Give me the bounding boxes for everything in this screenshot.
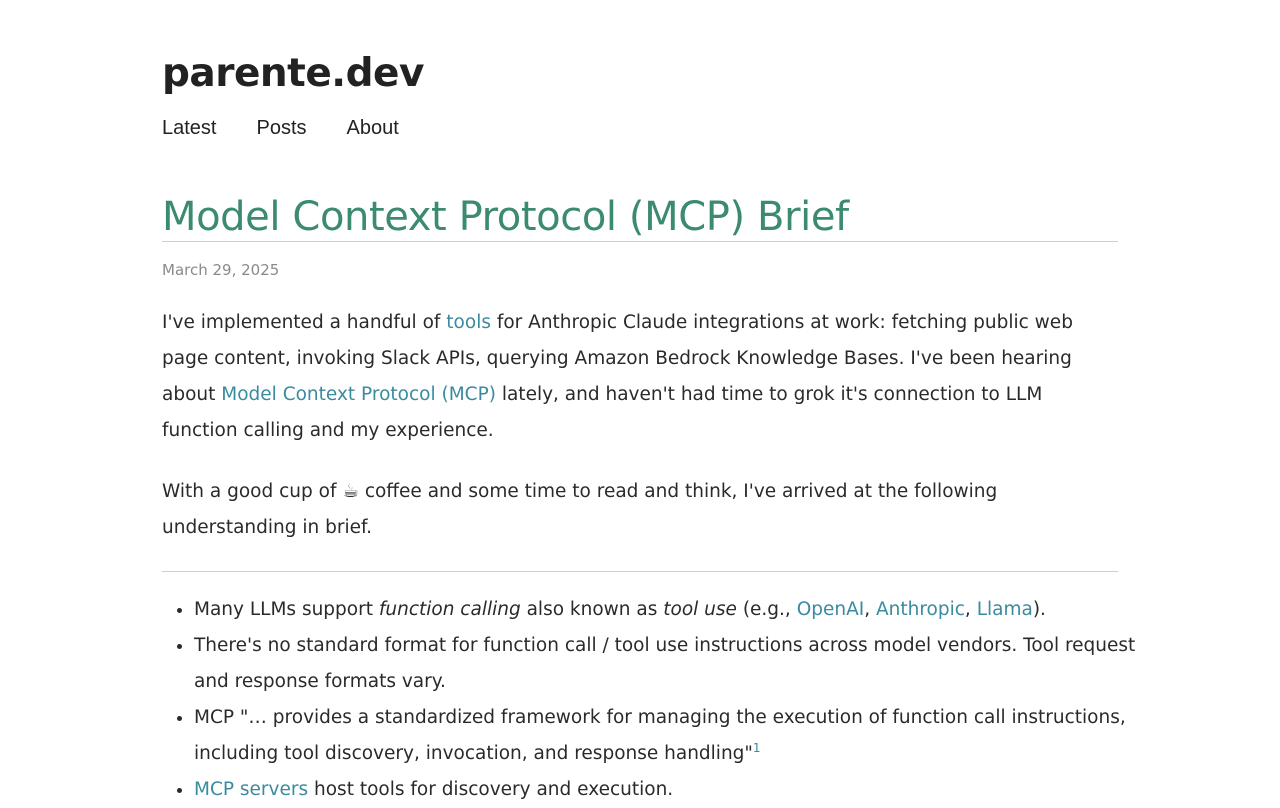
horizontal-rule (162, 571, 1118, 572)
llama-link[interactable]: Llama (976, 599, 1033, 620)
list-item (194, 628, 1150, 700)
mcp-servers-link[interactable]: MCP servers (194, 779, 309, 800)
site-title-link[interactable]: parente.dev (162, 51, 424, 96)
bullet-text: MCP "… provides a standardized framework for managing the execution of function call instructions, including tool discovery, invocation, and response handling" (194, 707, 1126, 764)
intro-paragraph (162, 305, 1118, 449)
list-item (194, 772, 1150, 808)
bullet-text: host tools for discovery and execution. (308, 779, 674, 800)
bullet-text: (e.g., (736, 599, 797, 620)
main-nav (162, 115, 399, 141)
coffee-icon: ☕ (342, 481, 359, 502)
coffee-text-2: coffee and some time to read and think, I've arrived at the following understanding in brief. (162, 481, 998, 538)
anthropic-link[interactable]: Anthropic (875, 599, 965, 620)
openai-link[interactable]: OpenAI (796, 599, 865, 620)
bullet-text: There's no standard format for function call / tool use instructions across model vendors. Tool request and response formats vary. (194, 635, 1136, 692)
bullet-text: ). (1032, 599, 1046, 620)
brief-list (162, 592, 1150, 808)
emphasis-tool-use: tool use (663, 599, 737, 620)
footnote-link[interactable]: 1 (752, 740, 761, 755)
separator: , (964, 599, 977, 620)
intro-text-3: lately, and haven't had time to grok it's connection to LLM function calling and my experience. (162, 384, 1043, 441)
nav-about[interactable]: About (346, 117, 399, 139)
emphasis-function-calling: function calling (378, 599, 521, 620)
intro-text-2: for Anthropic Claude integrations at work: fetching public web page content, invoking Slack APIs, querying Amazon Bedrock Knowledge Bases. I've been hearing about (162, 312, 1073, 405)
coffee-paragraph (162, 474, 1118, 546)
tools-link[interactable]: tools (446, 312, 491, 333)
post-date: March 29, 2025 (162, 261, 280, 279)
nav-latest[interactable]: Latest (162, 117, 217, 139)
coffee-text-1: With a good cup of (162, 481, 343, 502)
post-title: Model Context Protocol (MCP) Brief (162, 192, 1118, 242)
list-item (194, 700, 1150, 772)
bullet-text: Many LLMs support (194, 599, 379, 620)
bullet-text: also known as (520, 599, 664, 620)
nav-posts[interactable]: Posts (256, 117, 307, 139)
mcp-link[interactable]: Model Context Protocol (MCP) (221, 384, 496, 405)
intro-text-1: I've implemented a handful of (162, 312, 447, 333)
list-item (194, 592, 1150, 628)
separator: , (864, 599, 876, 620)
